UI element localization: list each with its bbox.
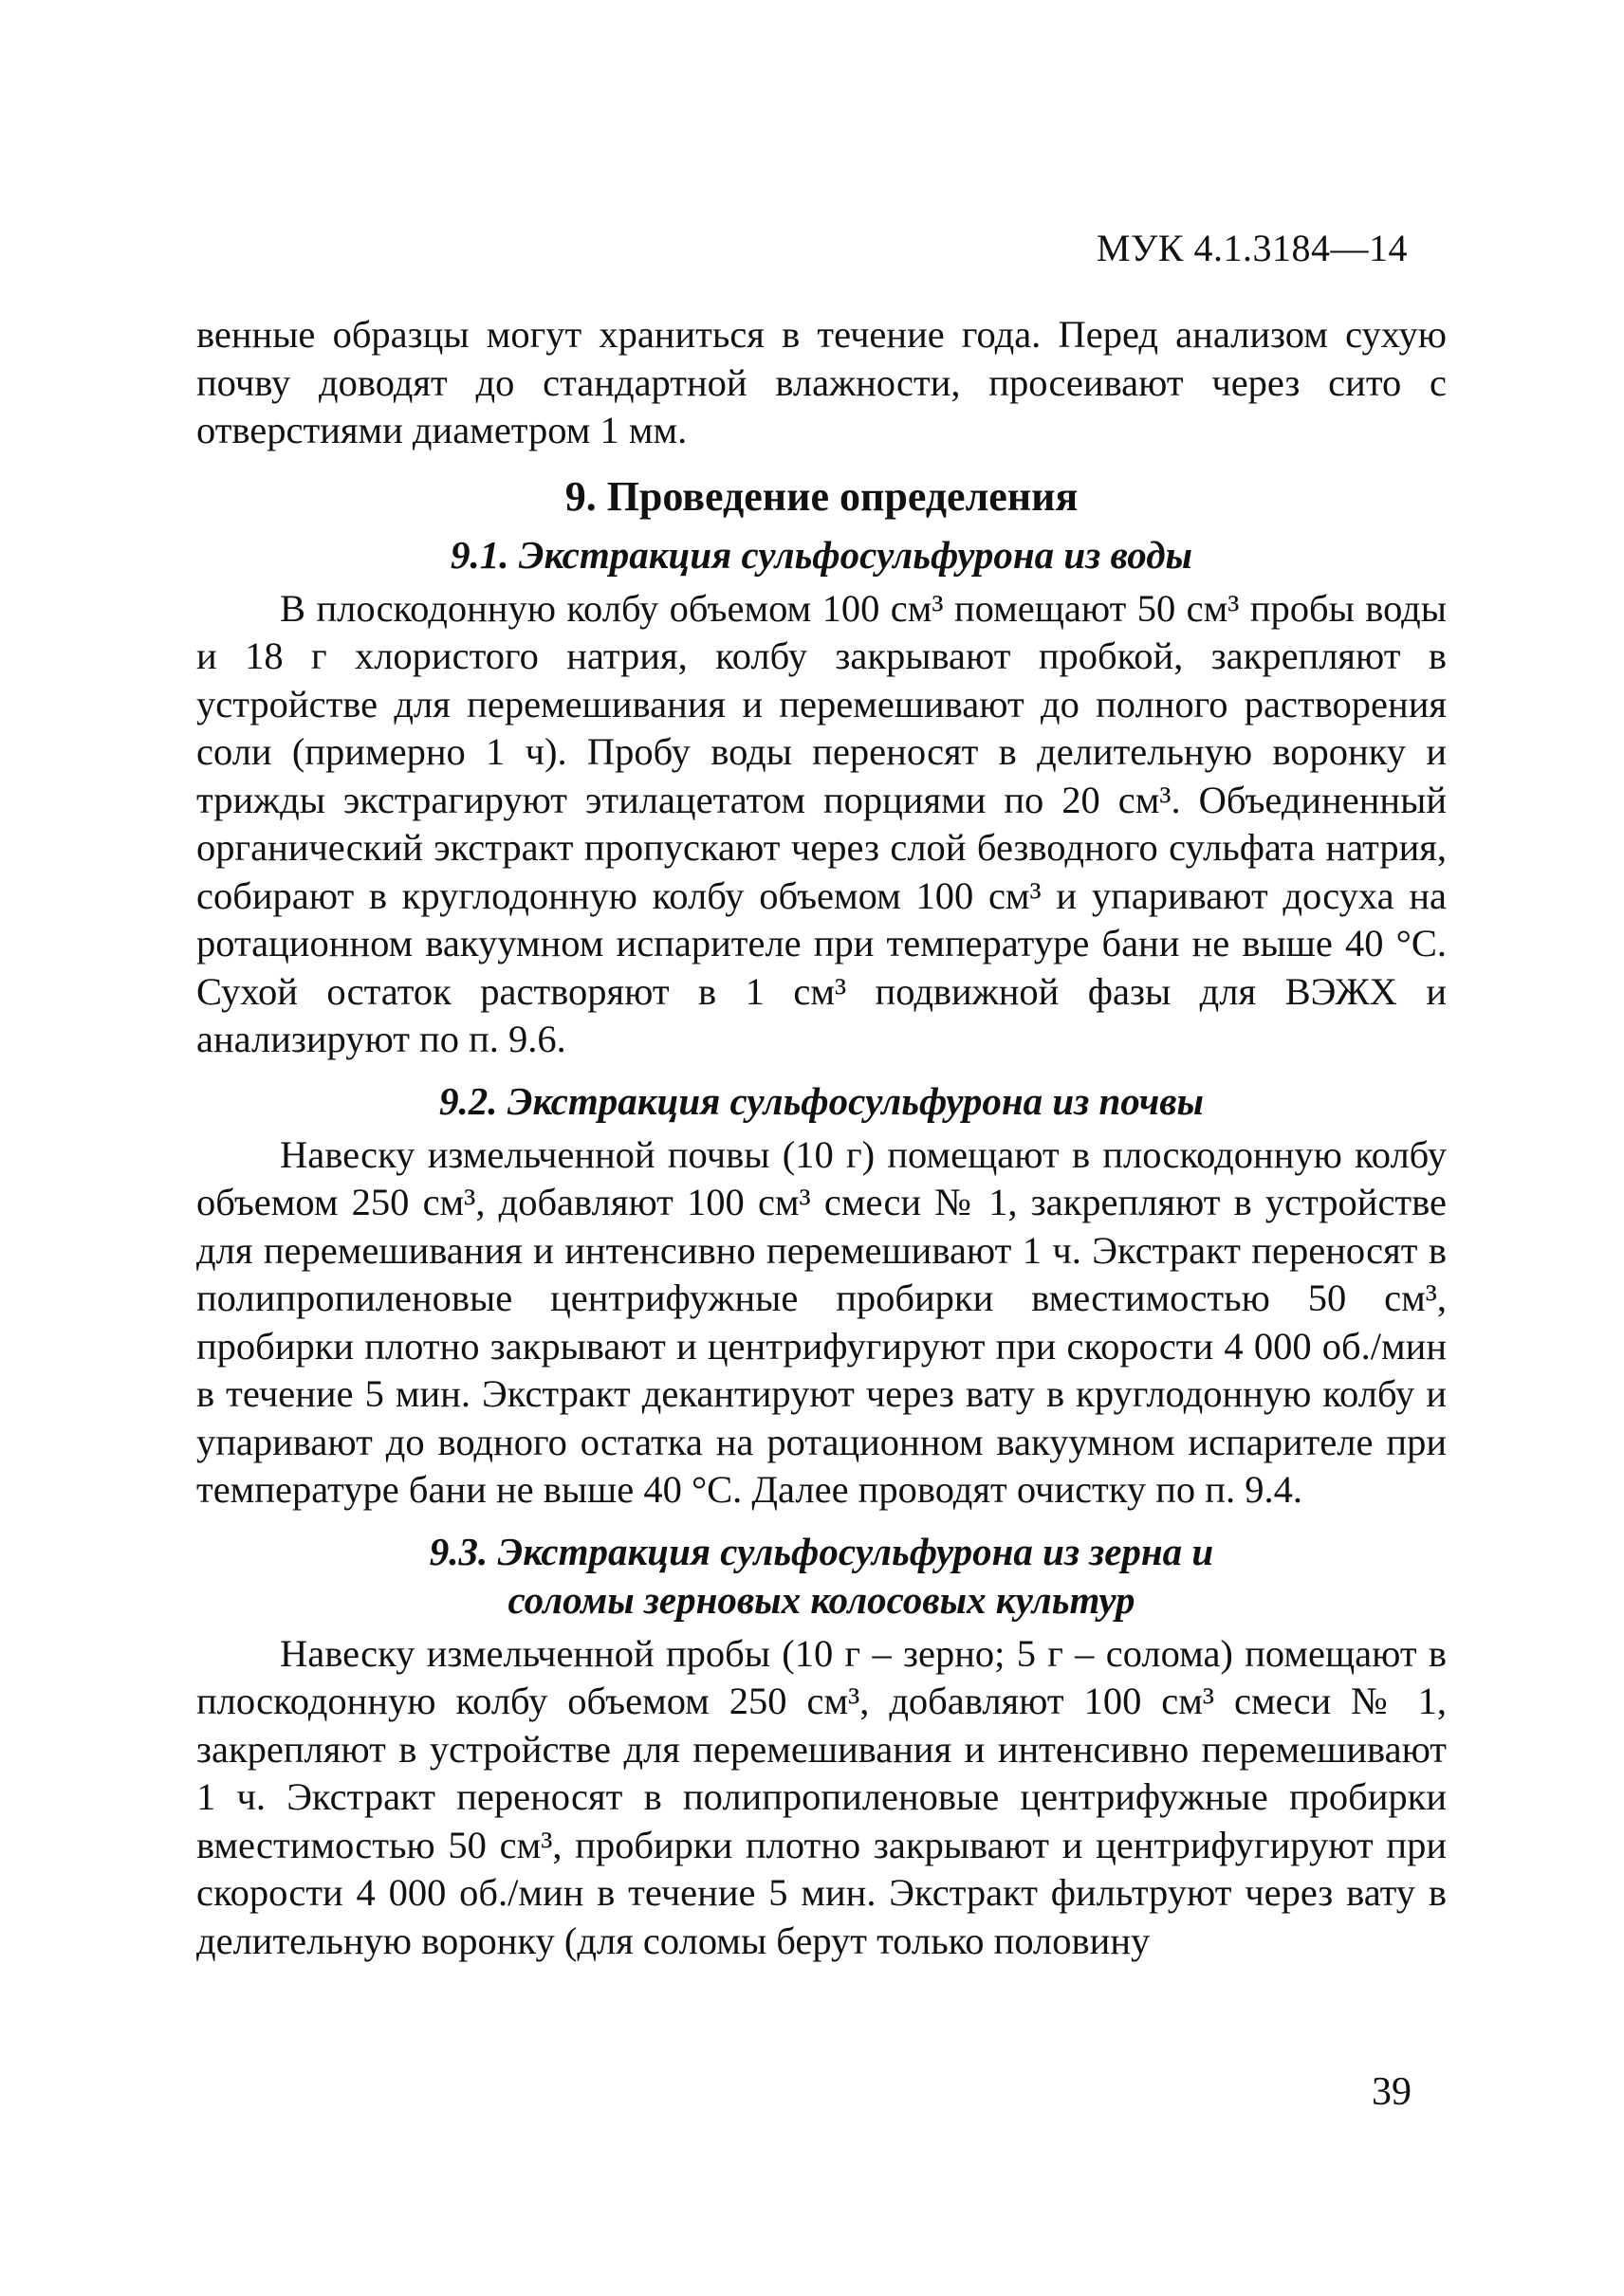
subsection-title-9-3 bbox=[196, 1528, 1447, 1625]
subsection-text-9-3: Навеску измельченной пробы (10 г – зерно; 5 г – солома) помещают в плоскодонную колбу объемом 250 см³, добавляют 100 см³ смеси № 1, закрепляют в устройстве для перемешивания и интенсивно перемешивают 1 ч. Экстракт переносят в полипропиленовые центрифужные пробирки вместимостью 50 см³, пробирки плотно закрывают и центрифугируют при скорости 4 000 об./мин в течение 5 мин. Экстракт фильтруют через вату в делительную воронку (для соломы берут только половину bbox=[196, 1631, 1447, 1962]
subsection-text-9-2: Навеску измельченной почвы (10 г) помещают в плоскодонную колбу объемом 250 см³, добавляют 100 см³ смеси № 1, закрепляют в устройстве для перемешивания и интенсивно перемешивают 1 ч. Экстракт переносят в полипропиленовые центрифужные пробирки вместимостью 50 см³, пробирки плотно закрывают и центрифугируют при скорости 4 000 об./мин в течение 5 мин. Экстракт декантируют через вату в круглодонную колбу и упаривают до водного остатка на ротационном вакуумном испарителе при температуре бани не выше 40 °С. Далее проводят очистку по п. 9.4. bbox=[196, 1132, 1447, 1511]
subsection-title-9-3-line1: 9.3. Экстракция сульфосульфурона из зерна и bbox=[429, 1529, 1214, 1573]
section-title: 9. Проведение определения bbox=[564, 472, 1079, 520]
intro-paragraph: венные образцы могут храниться в течение года. Перед анализом сухую почву доводят до стандартной влажности, просеивают через сито с отверстиями диаметром 1 мм. bbox=[196, 313, 1447, 451]
page-content bbox=[196, 311, 1447, 1965]
page-number: 39 bbox=[1372, 2070, 1412, 2114]
subsection-title-9-1: 9.1. Экстракция сульфосульфурона из воды bbox=[451, 532, 1192, 577]
document-code-header: МУК 4.1.3184—14 bbox=[1096, 227, 1408, 269]
subsection-text-9-1: В плоскодонную колбу объемом 100 см³ помещают 50 см³ пробы воды и 18 г хлористого натрия, колбу закрывают пробкой, закрепляют в устройстве для перемешивания и перемешивают до полного растворения соли (примерно 1 ч). Пробу воды переносят в делительную воронку и трижды экстрагируют этилацетатом порциями по 20 см³. Объединенный органический экстракт пропускают через слой безводного сульфата натрия, собирают в круглодонную колбу объемом 100 см³ и упаривают досуха на ротационном вакуумном испарителе при температуре бани не выше 40 °С. Сухой остаток растворяют в 1 см³ подвижной фазы для ВЭЖХ и анализируют по п. 9.6. bbox=[196, 586, 1447, 1060]
subsection-title-9-2: 9.2. Экстракция сульфосульфурона из почвы bbox=[439, 1078, 1204, 1123]
subsection-title-9-3-line2: соломы зерновых колосовых культур bbox=[508, 1577, 1135, 1622]
